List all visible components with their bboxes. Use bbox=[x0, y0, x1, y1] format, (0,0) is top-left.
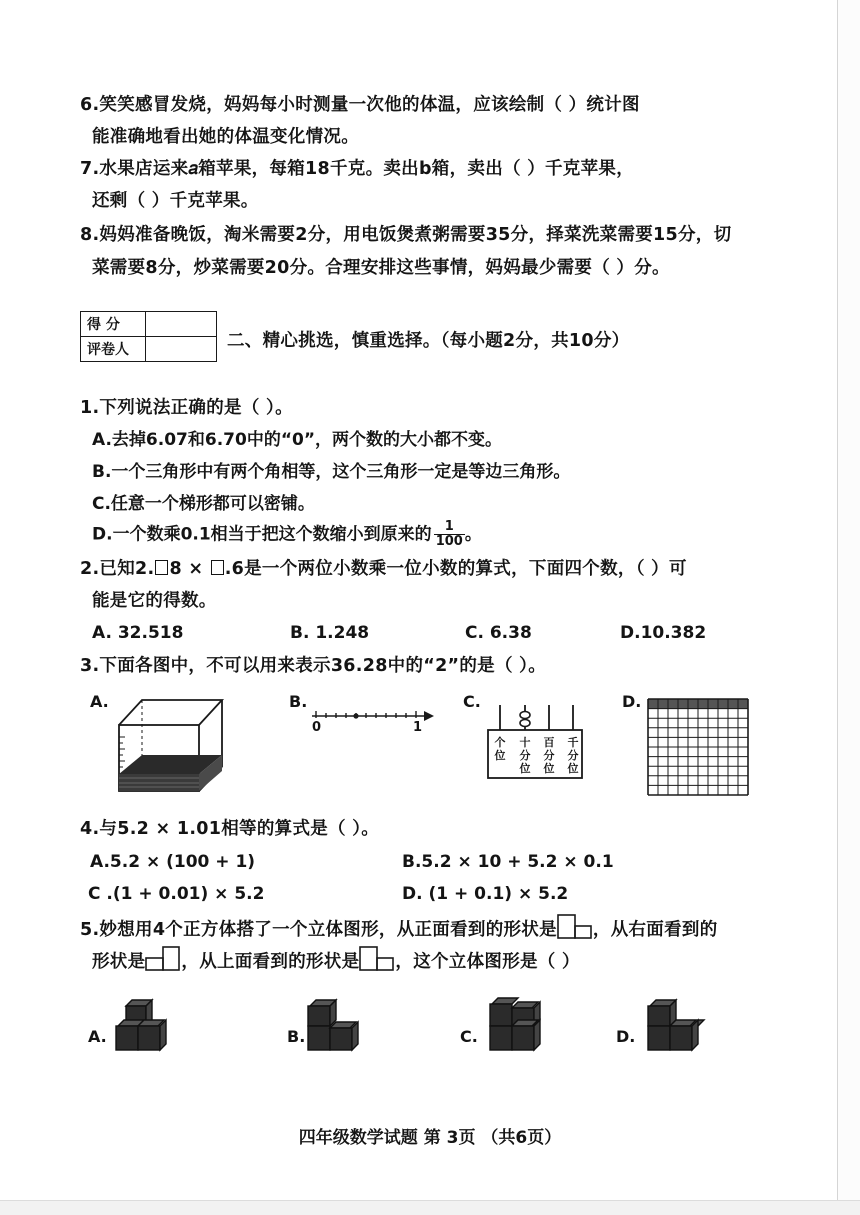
mc1-stem: 1.下列说法正确的是（ ）。 bbox=[80, 398, 293, 418]
mc5-line2 bbox=[92, 946, 580, 974]
grader-label: 评卷人 bbox=[81, 337, 146, 362]
mc5-line2-a: 形状是 bbox=[92, 952, 146, 972]
q7-line1: 7.水果店运来𝑎箱苹果，每箱18千克。卖出b箱，卖出（ ）千克苹果， bbox=[80, 159, 634, 179]
mc1-option-c: C.任意一个梯形都可以密铺。 bbox=[92, 494, 315, 514]
place-col-ones: 个位 bbox=[494, 736, 506, 762]
section2-title: 二、精心挑选，慎重选择。（每小题2分，共10分） bbox=[227, 331, 630, 351]
fraction-numerator: 1 bbox=[434, 520, 465, 535]
blank-box bbox=[211, 560, 224, 575]
cube-stack-a bbox=[112, 998, 178, 1056]
mc5-label-a: A. bbox=[88, 1027, 107, 1046]
mc4-option-b: B.5.2 × 10 + 5.2 × 0.1 bbox=[402, 852, 614, 872]
mc5-line2-b: ，从上面看到的形状是 bbox=[181, 952, 360, 972]
mc3-stem: 3.下面各图中，不可以用来表示36.28中的“2”的是（ ）。 bbox=[80, 656, 546, 676]
score-label: 得 分 bbox=[81, 312, 146, 337]
right-view-icon bbox=[145, 946, 181, 972]
mc1-option-d bbox=[92, 520, 482, 549]
cube-stack-c bbox=[486, 998, 552, 1056]
cube-stack-b bbox=[304, 998, 370, 1056]
mc3-label-a: A. bbox=[90, 692, 109, 711]
mc3-label-c: C. bbox=[463, 692, 481, 711]
mc2-option-c: C. 6.38 bbox=[465, 623, 532, 643]
fraction bbox=[434, 520, 465, 549]
place-col-tenths: 十分位 bbox=[519, 736, 531, 775]
mc2-stem-a: 2.已知2. bbox=[80, 559, 155, 579]
front-view-icon bbox=[557, 914, 593, 940]
place-col-hundredths: 百分位 bbox=[543, 736, 555, 775]
score-table bbox=[80, 311, 217, 362]
score-blank[interactable] bbox=[146, 312, 217, 337]
mc1-option-d-end: 。 bbox=[464, 524, 482, 545]
fraction-denominator: 100 bbox=[435, 534, 463, 549]
mc2-line2: 能是它的得数。 bbox=[92, 591, 217, 611]
grader-blank[interactable] bbox=[146, 337, 217, 362]
mc2-stem-b: 8 × bbox=[169, 559, 210, 579]
mc5-label-b: B. bbox=[287, 1027, 306, 1046]
mc1-option-d-text: D.一个数乘0.1相当于把这个数缩小到原来的 bbox=[92, 524, 432, 545]
mc3-label-b: B. bbox=[289, 692, 308, 711]
cube-stack-d bbox=[644, 998, 710, 1056]
number-line-one: 1 bbox=[413, 720, 423, 735]
mc1-option-b: B.一个三角形中有两个角相等，这个三角形一定是等边三角形。 bbox=[92, 462, 571, 482]
place-col-thousandths: 千分位 bbox=[567, 736, 579, 775]
q8-line1: 8.妈妈准备晚饭，淘米需要2分，用电饭煲煮粥需要35分，择菜洗菜需要15分，切 bbox=[80, 225, 732, 245]
mc5-label-c: C. bbox=[460, 1027, 478, 1046]
mc4-stem: 4.与5.2 × 1.01相等的算式是（ ）。 bbox=[80, 819, 380, 839]
top-view-icon bbox=[359, 946, 395, 972]
page-footer: 四年级数学试题 第 3页 （共6页） bbox=[298, 1128, 562, 1148]
q6-line2: 能准确地看出她的体温变化情况。 bbox=[92, 127, 359, 147]
number-line-zero: 0 bbox=[312, 720, 322, 735]
mc4-option-c: C .(1 + 0.01) × 5.2 bbox=[88, 884, 265, 904]
place-value-labels bbox=[490, 736, 590, 780]
mc3-label-d: D. bbox=[622, 692, 642, 711]
mc2-stem-c: .6是一个两位小数乘一位小数的算式，下面四个数，（ ）可 bbox=[224, 559, 687, 579]
hundred-grid-figure bbox=[648, 699, 748, 795]
mc5-line1-a: 5.妙想用4个正方体搭了一个立体图形，从正面看到的形状是 bbox=[80, 920, 557, 940]
mc2-stem bbox=[80, 557, 687, 581]
mc5-line2-c: ，这个立体图形是（ ） bbox=[395, 952, 580, 972]
mc1-option-a: A.去掉6.07和6.70中的“0”，两个数的大小都不变。 bbox=[92, 430, 502, 450]
mc4-option-a: A.5.2 × (100 + 1) bbox=[90, 852, 256, 872]
mc5-line1-b: ，从右面看到的 bbox=[592, 920, 718, 940]
page-right-edge bbox=[837, 0, 860, 1215]
mc2-option-d: D.10.382 bbox=[620, 623, 707, 643]
mc2-option-a: A. 32.518 bbox=[92, 623, 184, 643]
mc4-option-d: D. (1 + 0.1) × 5.2 bbox=[402, 884, 569, 904]
blank-box bbox=[155, 560, 168, 575]
cube-figure bbox=[112, 697, 227, 795]
q6-line1: 6.笑笑感冒发烧，妈妈每小时测量一次他的体温，应该绘制（ ）统计图 bbox=[80, 95, 640, 115]
q7-line2: 还剩（ ）千克苹果。 bbox=[92, 191, 259, 211]
page-bottom-edge bbox=[0, 1200, 860, 1215]
mc5-line1 bbox=[80, 914, 718, 942]
mc2-option-b: B. 1.248 bbox=[290, 623, 370, 643]
mc5-label-d: D. bbox=[616, 1027, 636, 1046]
q8-line2: 菜需要8分，炒菜需要20分。合理安排这些事情，妈妈最少需要（ ）分。 bbox=[92, 258, 670, 278]
